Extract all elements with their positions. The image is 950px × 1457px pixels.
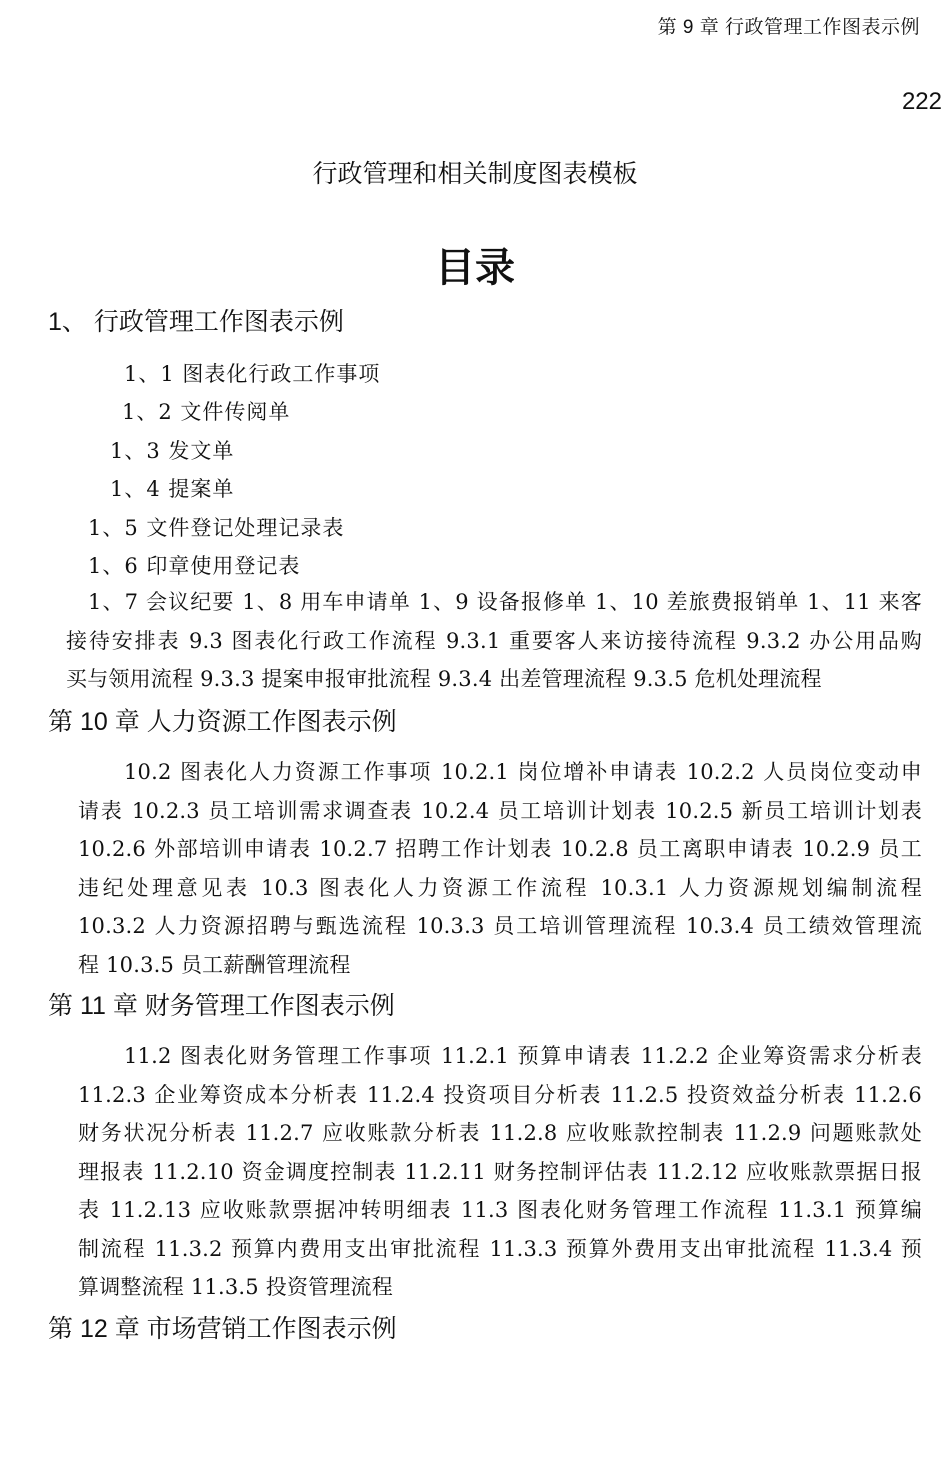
toc-line: 买与领用流程 9.3.3 提案申报审批流程 9.3.4 出差管理流程 9.3.5 危机处理流程 <box>66 667 822 691</box>
running-header: 第 9 章 行政管理工作图表示例 <box>657 17 920 38</box>
toc-paragraph-1 <box>66 583 922 699</box>
toc-line: 请表 10.2.3 员工培训需求调查表 10.2.4 员工培训计划表 10.2.5 新员工培训计划表 <box>78 798 922 823</box>
toc-line: 11.2.3 企业筹资成本分析表 11.2.4 投资项目分析表 11.2.5 投资效益分析表 11.2.6 <box>78 1082 922 1107</box>
page-number: 222 <box>901 88 942 115</box>
toc-line: 11.2 图表化财务管理工作事项 11.2.1 预算申请表 11.2.2 企业筹资需求分析表 <box>124 1044 922 1068</box>
toc-line: 财务状况分析表 11.2.7 应收账款分析表 11.2.8 应收账款控制表 11.2.9 问题账款处 <box>78 1121 922 1145</box>
section-heading-chapter-12: 第 12 章 市场营销工作图表示例 <box>48 1315 397 1343</box>
toc-paragraph-2 <box>78 753 922 984</box>
toc-line: 算调整流程 11.3.5 投资管理流程 <box>78 1275 393 1299</box>
document-title: 行政管理和相关制度图表模板 <box>312 159 638 188</box>
toc-item: 1、2 文件传阅单 <box>122 400 291 424</box>
toc-paragraph-3 <box>78 1037 922 1307</box>
toc-item: 1、6 印章使用登记表 <box>88 554 301 578</box>
toc-line: 1、7 会议纪要 1、8 用车申请单 1、9 设备报修单 1、10 差旅费报销单 1、11 来客 <box>88 590 922 614</box>
toc-line: 接待安排表 9.3 图表化行政工作流程 9.3.1 重要客人来访接待流程 9.3.2 办公用品购 <box>66 628 922 653</box>
section-heading-chapter-11: 第 11 章 财务管理工作图表示例 <box>48 992 395 1020</box>
toc-line: 10.2 图表化人力资源工作事项 10.2.1 岗位增补申请表 10.2.2 人员岗位变动申 <box>124 760 922 784</box>
toc-item: 1、1 图表化行政工作事项 <box>124 362 381 386</box>
toc-line: 10.2.6 外部培训申请表 10.2.7 招聘工作计划表 10.2.8 员工离职申请表 10.2.9 员工 <box>78 837 922 861</box>
toc-item: 1、4 提案单 <box>110 477 235 501</box>
toc-item: 1、3 发文单 <box>110 439 235 463</box>
toc-line: 10.3.2 人力资源招聘与甄选流程 10.3.3 员工培训管理流程 10.3.4 员工绩效管理流 <box>78 914 922 938</box>
toc-heading: 目录 <box>435 246 515 290</box>
toc-line: 程 10.3.5 员工薪酬管理流程 <box>78 952 351 977</box>
toc-line: 表 11.2.13 应收账款票据冲转明细表 11.3 图表化财务管理工作流程 11.3.1 预算编 <box>78 1198 922 1222</box>
toc-line: 违纪处理意见表 10.3 图表化人力资源工作流程 10.3.1 人力资源规划编制流程 <box>78 875 922 900</box>
toc-line: 制流程 11.3.2 预算内费用支出审批流程 11.3.3 预算外费用支出审批流程 11.3.4 预 <box>78 1236 922 1261</box>
toc-line: 理报表 11.2.10 资金调度控制表 11.2.11 财务控制评估表 11.2.12 应收账款票据日报 <box>78 1159 922 1184</box>
section-heading-1: 1、 行政管理工作图表示例 <box>48 308 344 336</box>
toc-item: 1、5 文件登记处理记录表 <box>88 516 345 540</box>
section-heading-chapter-10: 第 10 章 人力资源工作图表示例 <box>48 708 397 736</box>
